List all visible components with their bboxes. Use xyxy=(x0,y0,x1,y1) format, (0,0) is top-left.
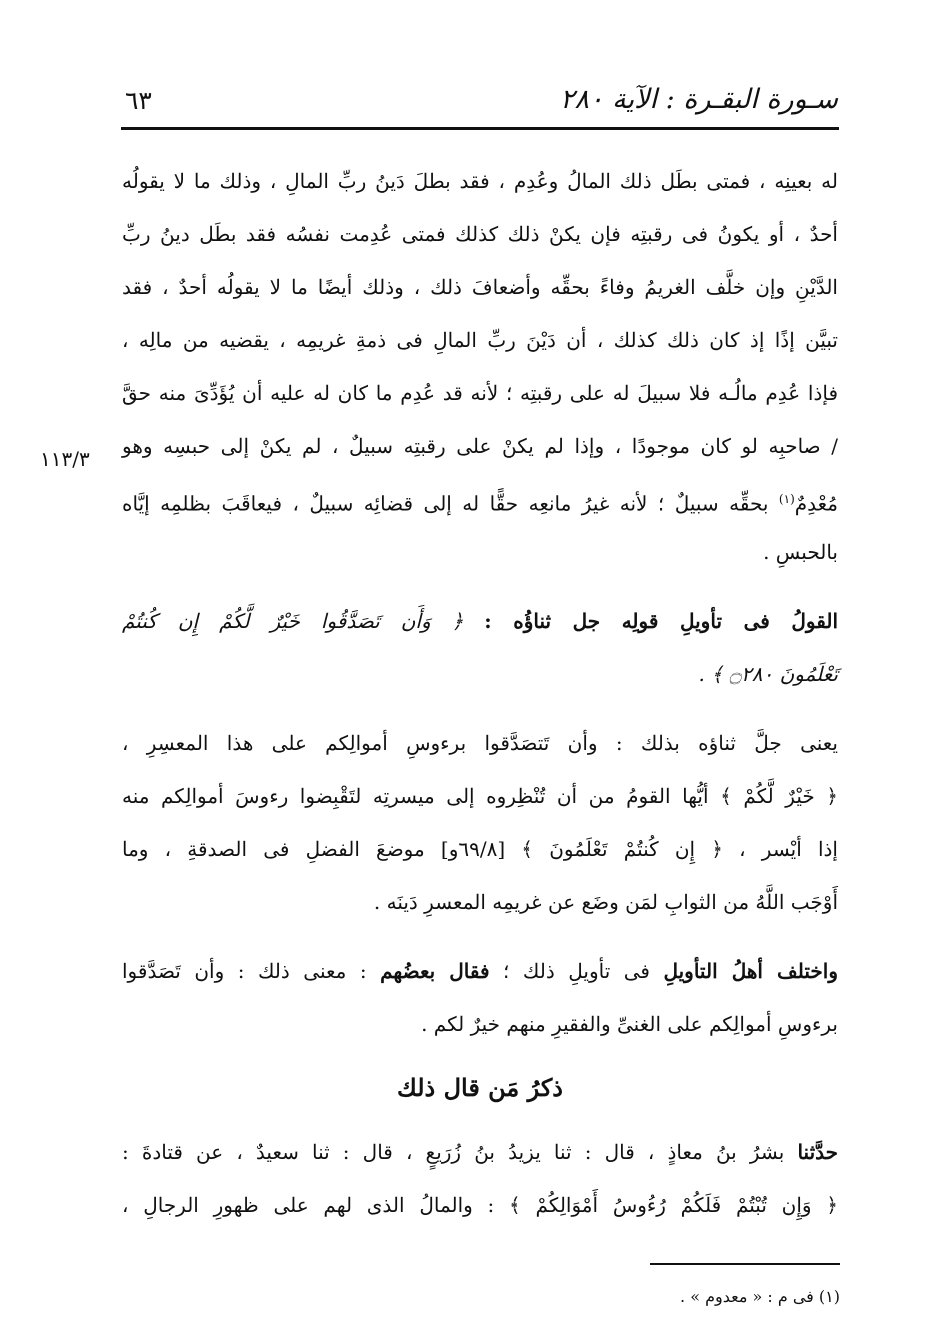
text-fragment: بشرُ بنُ معاذٍ ، قال : ثنا يزيدُ بنُ زُرَيعٍ ، قال : ثنا سعيدٌ ، عن قتادةَ : xyxy=(122,1140,798,1164)
text-line: يعنى جلَّ ثناؤه بذلك : وأن تَتصَدَّقوا برءوسِ أموالِكم على هذا المعسِرِ ، xyxy=(122,731,838,755)
text-line: إذا أيْسر ، ﴿ إِن كُنتُمْ تَعْلَمُونَ ﴾ [٦٩/٨و] موضعَ الفضلِ فى الصدقةِ ، وما xyxy=(122,837,838,861)
text-line: تبيَّن إذًا إذ كان ذلك كذلك ، أن دَيْنَ ربِّ المالِ فى ذمةِ غريمِه ، يقضيه من مالِه ، xyxy=(122,328,838,352)
text-line: أَوْجَب اللَّهُ من الثوابِ لمَن وضَع عن غريمِه المعسرِ دَينَه . xyxy=(373,890,838,914)
text-line: أحدٌ ، أو يكونُ فى رقبتِه فإن يكنْ ذلك كذلك فمتى عُدِمت نفسُه فقد بطَل دينُ ربِّ xyxy=(122,222,838,246)
text-line xyxy=(122,1126,838,1179)
text-line: ﴿ خَيْرٌ لَّكُمْ ﴾ أيُّها القومُ من أن تُنْظِروه إلى ميسرتِه لتَقْبِضوا رءوسَ أموالِكم منه xyxy=(122,784,838,808)
bold-lead-2: فقال بعضُهم xyxy=(380,959,490,983)
page-number: ٦٣ xyxy=(125,86,152,115)
text-line: فإذا عُدِم مالُـه فلا سبيلَ له على رقبتِه ؛ لأنه قد عُدِم ما كان له عليه أن يُؤَدِّىَ منه حقَّ xyxy=(122,381,838,405)
paragraph-1 xyxy=(122,155,838,579)
section-lead: القولُ فى تأويلِ قولِه جل ثناؤُه : xyxy=(484,609,839,633)
text-line: ﴿ وَإِن تُبْتُمْ فَلَكُمْ رُءُوسُ أَمْوَالِكُمْ ﴾ : والمالُ الذى لهم على ظهورِ الرجالِ ، xyxy=(122,1193,838,1217)
running-header xyxy=(125,78,838,122)
bold-lead: حدَّثنا xyxy=(797,1140,838,1164)
quran-verse-line: تَعْلَمُونَ ۝٢٨٠ ﴾ . xyxy=(698,662,838,686)
text-line: له بعينِه ، فمتى بطَل ذلك المالُ وعُدِم ، فقد بطلَ دَينُ ربِّ المالِ ، وذلك ما لا يقولُه xyxy=(122,169,838,193)
bold-lead: واختلف أهلُ التأويلِ xyxy=(663,959,838,983)
header-rule xyxy=(121,127,839,130)
quran-verse: ﴿ وَأَن تَصَدَّقُوا خَيْرٌ لَّكُمْ إِن كُنتُمْ xyxy=(122,609,464,633)
section-heading: ذكرُ مَن قال ذلك xyxy=(397,1073,563,1102)
text-line: / صاحبِه لو كان موجودًا ، وإذا لم يكنْ على رقبتِه سبيلٌ ، لم يكنْ إلى حبسِه وهو xyxy=(122,434,838,458)
text-fragment: بحقِّه سبيلٌ ؛ لأنه غيرُ مانعِه حقًّا له إلى قضائِه سبيلٌ ، فيعاقَبَ بظلمِه إيَّاه xyxy=(122,491,779,516)
text-line: برءوسِ أموالِكم على الغنىِّ والفقيرِ منهم خيرٌ لكم . xyxy=(421,1012,838,1036)
text-line xyxy=(122,595,838,648)
paragraph-2 xyxy=(122,595,838,701)
paragraph-3 xyxy=(122,717,838,929)
text-fragment: فى تأويلِ ذلك ؛ xyxy=(489,959,664,983)
text-line: الدَّيْنِ وإن خلَّف الغريمُ وفاءً بحقِّه وأضعافَ ذلك ، وذلك أيضًا ما لا يقولُه أحدٌ ، فقد xyxy=(122,275,838,299)
text-line xyxy=(122,945,838,998)
header-title: سـورة البقـرة : الآية ٢٨٠ xyxy=(560,84,838,115)
text-line xyxy=(122,473,838,526)
paragraph-5 xyxy=(122,1126,838,1232)
footnote: (١) فى م : « معدوم » . xyxy=(680,1287,840,1306)
footnote-rule xyxy=(650,1263,840,1265)
page-body xyxy=(122,155,838,1232)
paragraph-4 xyxy=(122,945,838,1051)
text-fragment: : معنى ذلك : وأن تَصَدَّقوا xyxy=(122,959,381,983)
margin-reference: ١١٣/٣ xyxy=(40,447,90,471)
text-line: بالحبسِ . xyxy=(763,540,838,564)
footnote-marker: (١) xyxy=(778,492,795,506)
text-fragment: مُعْدِمٌ xyxy=(794,491,838,516)
